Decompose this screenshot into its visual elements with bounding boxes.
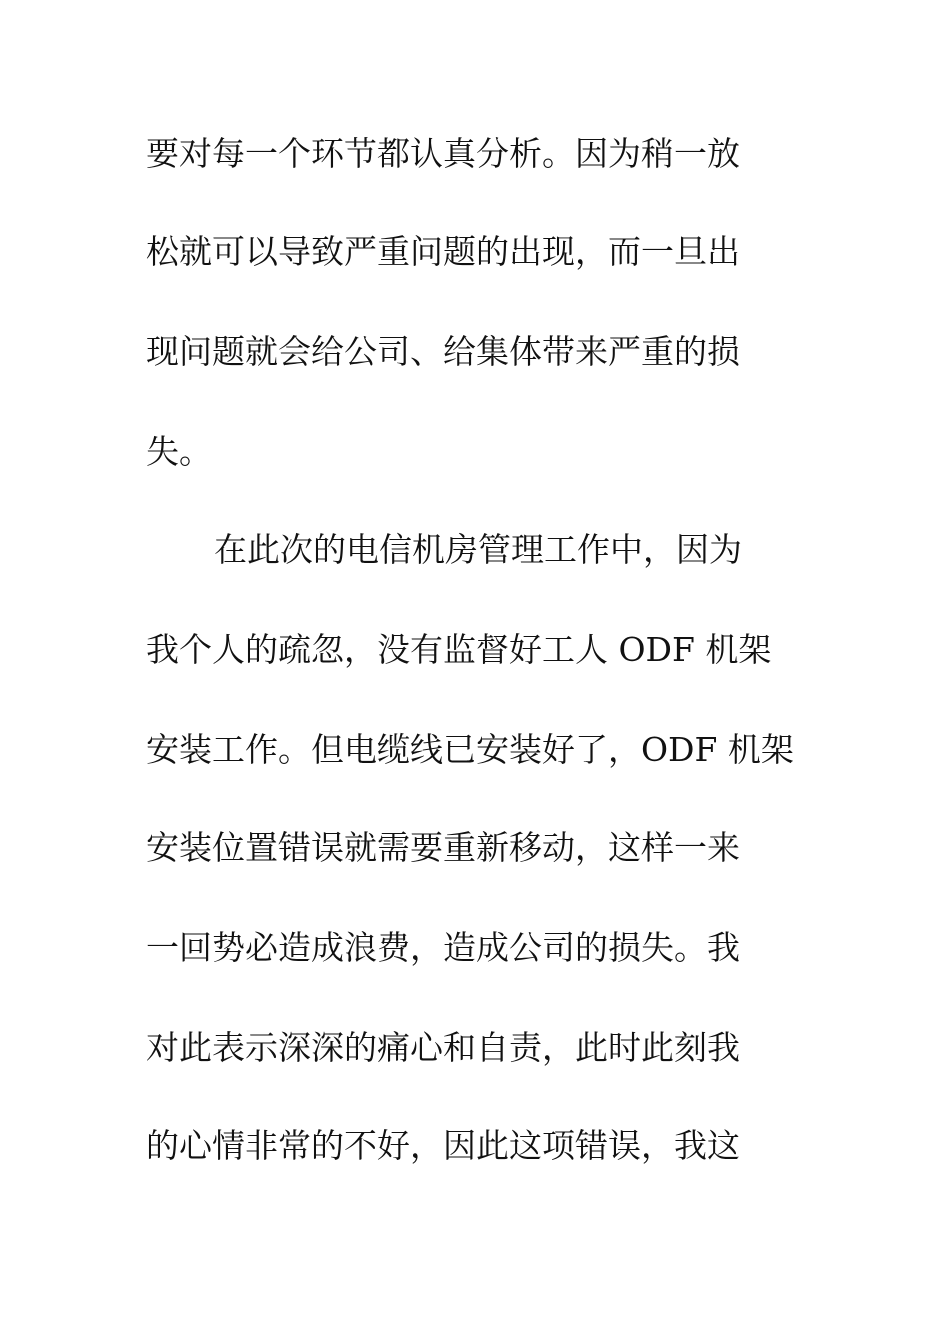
text-line-3: 现问题就会给公司、给集体带来严重的损 [146, 332, 740, 371]
text-line-8: 安装位置错误就需要重新移动，这样一来 [146, 828, 740, 867]
text-line-10: 对此表示深深的痛心和自责，此时此刻我 [146, 1028, 740, 1067]
text-line-2: 松就可以导致严重问题的出现，而一旦出 [146, 232, 740, 271]
text-line-6: 我个人的疏忽，没有监督好工人 ODF 机架 [146, 630, 772, 669]
text-line-11: 的心情非常的不好，因此这项错误，我这 [146, 1126, 740, 1165]
text-line-7: 安装工作。但电缆线已安装好了，ODF 机架 [146, 730, 794, 769]
paragraph-start-line: 在此次的电信机房管理工作中，因为 [214, 530, 742, 569]
text-line-9: 一回势必造成浪费，造成公司的损失。我 [146, 928, 740, 967]
text-line-1: 要对每一个环节都认真分析。因为稍一放 [146, 134, 740, 173]
text-line-4: 失。 [146, 432, 212, 471]
